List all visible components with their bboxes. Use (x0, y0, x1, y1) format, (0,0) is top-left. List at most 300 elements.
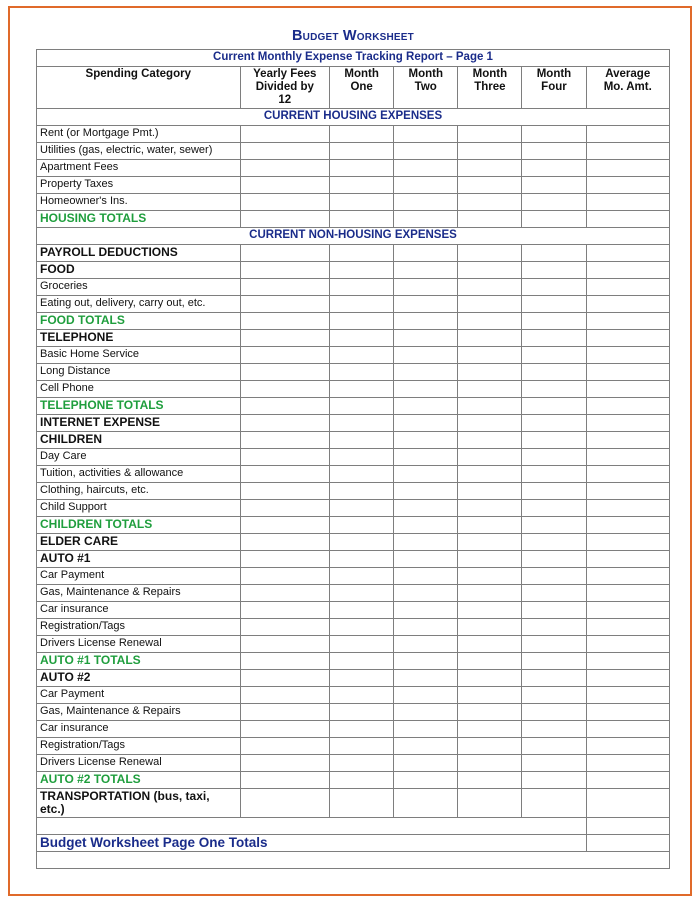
cell-yearly-fees[interactable] (240, 772, 330, 789)
cell-average[interactable] (586, 670, 669, 687)
cell-average[interactable] (586, 704, 669, 721)
cell-month-two[interactable] (394, 789, 458, 818)
cell-month-two[interactable] (394, 296, 458, 313)
cell-month-two[interactable] (394, 126, 458, 143)
cell-month-three[interactable] (458, 619, 522, 636)
cell-month-four[interactable] (522, 738, 586, 755)
cell-average[interactable] (586, 653, 669, 670)
cell-month-four[interactable] (522, 636, 586, 653)
cell-month-two[interactable] (394, 483, 458, 500)
header-row (37, 67, 670, 109)
row-category-label: PAYROLL DEDUCTIONS (37, 245, 241, 262)
row-category-label: Groceries (37, 279, 241, 296)
budget-worksheet (36, 28, 670, 869)
cell-month-three[interactable] (458, 517, 522, 534)
cell-month-two[interactable] (394, 160, 458, 177)
cell-month-four[interactable] (522, 687, 586, 704)
cell-month-one[interactable] (330, 704, 394, 721)
cell-month-one[interactable] (330, 347, 394, 364)
cell-average[interactable] (586, 466, 669, 483)
cell-average[interactable] (586, 398, 669, 415)
cell-month-four[interactable] (522, 415, 586, 432)
cell-month-one[interactable] (330, 279, 394, 296)
cell-month-two[interactable] (394, 687, 458, 704)
cell-month-two[interactable] (394, 738, 458, 755)
cell-month-two[interactable] (394, 177, 458, 194)
cell-yearly-fees[interactable] (240, 483, 330, 500)
page-title: Budget Worksheet (292, 28, 414, 44)
cell-month-three[interactable] (458, 194, 522, 211)
cell-average[interactable] (586, 177, 669, 194)
row-category-label: Drivers License Renewal (37, 636, 241, 653)
cell-yearly-fees[interactable] (240, 262, 330, 279)
cell-average[interactable] (586, 279, 669, 296)
cell-month-one[interactable] (330, 364, 394, 381)
cell-yearly-fees[interactable] (240, 670, 330, 687)
header-line-3: 12 (278, 94, 292, 106)
cell-month-three[interactable] (458, 415, 522, 432)
cell-month-three[interactable] (458, 721, 522, 738)
cell-month-one[interactable] (330, 534, 394, 551)
cell-average[interactable] (586, 313, 669, 330)
cell-month-four[interactable] (522, 211, 586, 228)
cell-average[interactable] (586, 755, 669, 772)
cell-month-two[interactable] (394, 755, 458, 772)
cell-month-four[interactable] (522, 602, 586, 619)
cell-month-two[interactable] (394, 245, 458, 262)
cell-month-one[interactable] (330, 398, 394, 415)
cell-month-one[interactable] (330, 449, 394, 466)
cell-month-two[interactable] (394, 415, 458, 432)
cell-month-four[interactable] (522, 313, 586, 330)
cell-month-two[interactable] (394, 534, 458, 551)
cell-month-two[interactable] (394, 517, 458, 534)
cell-month-one[interactable] (330, 211, 394, 228)
cell-yearly-fees[interactable] (240, 449, 330, 466)
cell-month-two[interactable] (394, 772, 458, 789)
cell-average[interactable] (586, 500, 669, 517)
cell-month-one[interactable] (330, 160, 394, 177)
cell-yearly-fees[interactable] (240, 313, 330, 330)
cell-month-two[interactable] (394, 211, 458, 228)
row-category-label: FOOD (37, 262, 241, 279)
table-row (37, 381, 670, 398)
cell-month-one[interactable] (330, 483, 394, 500)
cell-month-three[interactable] (458, 789, 522, 818)
cell-month-two[interactable] (394, 602, 458, 619)
cell-yearly-fees[interactable] (240, 500, 330, 517)
cell-month-two[interactable] (394, 551, 458, 568)
row-category-label: Car insurance (37, 721, 241, 738)
cell-month-two[interactable] (394, 262, 458, 279)
cell-average[interactable] (586, 160, 669, 177)
row-category-label: CHILDREN (37, 432, 241, 449)
cell-month-one[interactable] (330, 313, 394, 330)
cell-month-two[interactable] (394, 619, 458, 636)
report-subtitle: Current Monthly Expense Tracking Report – Page 1 (37, 50, 670, 67)
cell-yearly-fees[interactable] (240, 194, 330, 211)
table-row (37, 347, 670, 364)
cell-average[interactable] (586, 296, 669, 313)
cell-yearly-fees[interactable] (240, 568, 330, 585)
cell-month-two[interactable] (394, 704, 458, 721)
cell-month-four[interactable] (522, 398, 586, 415)
cell-month-four[interactable] (522, 160, 586, 177)
cell-month-three[interactable] (458, 330, 522, 347)
table-row (37, 177, 670, 194)
cell-month-two[interactable] (394, 143, 458, 160)
table-row (37, 466, 670, 483)
row-category-label: Car insurance (37, 602, 241, 619)
cell-month-one[interactable] (330, 721, 394, 738)
row-category-label: Drivers License Renewal (37, 755, 241, 772)
cell-month-one[interactable] (330, 415, 394, 432)
cell-average[interactable] (586, 517, 669, 534)
cell-average[interactable] (586, 449, 669, 466)
row-category-label: Registration/Tags (37, 619, 241, 636)
cell-month-two[interactable] (394, 636, 458, 653)
cell-yearly-fees[interactable] (240, 347, 330, 364)
cell-average[interactable] (586, 568, 669, 585)
cell-month-three[interactable] (458, 432, 522, 449)
table-row (37, 755, 670, 772)
cell-average[interactable] (586, 772, 669, 789)
cell-month-four[interactable] (522, 517, 586, 534)
cell-month-three[interactable] (458, 143, 522, 160)
cell-month-three[interactable] (458, 585, 522, 602)
cell-yearly-fees[interactable] (240, 619, 330, 636)
cell-month-two[interactable] (394, 449, 458, 466)
cell-month-three[interactable] (458, 755, 522, 772)
cell-yearly-fees[interactable] (240, 755, 330, 772)
cell-average[interactable] (586, 687, 669, 704)
cell-month-three[interactable] (458, 653, 522, 670)
row-category-label: Basic Home Service (37, 347, 241, 364)
cell-month-three[interactable] (458, 381, 522, 398)
cell-month-two[interactable] (394, 500, 458, 517)
column-header-yearly-fees (240, 67, 330, 109)
cell-month-three[interactable] (458, 738, 522, 755)
cell-month-four[interactable] (522, 704, 586, 721)
header-line-2: Three (474, 81, 506, 93)
cell-month-three[interactable] (458, 296, 522, 313)
cell-average[interactable] (586, 381, 669, 398)
table-row (37, 364, 670, 381)
table-row (37, 517, 670, 534)
cell-average[interactable] (586, 245, 669, 262)
cell-month-three[interactable] (458, 279, 522, 296)
cell-month-four[interactable] (522, 364, 586, 381)
cell-month-two[interactable] (394, 432, 458, 449)
cell-month-three[interactable] (458, 551, 522, 568)
cell-month-four[interactable] (522, 347, 586, 364)
footer-blank-cell[interactable] (37, 852, 670, 869)
cell-month-two[interactable] (394, 398, 458, 415)
cell-month-four[interactable] (522, 721, 586, 738)
cell-month-two[interactable] (394, 653, 458, 670)
cell-month-two[interactable] (394, 364, 458, 381)
cell-yearly-fees[interactable] (240, 738, 330, 755)
cell-yearly-fees[interactable] (240, 636, 330, 653)
cell-month-four[interactable] (522, 653, 586, 670)
cell-yearly-fees[interactable] (240, 721, 330, 738)
cell-month-three[interactable] (458, 670, 522, 687)
cell-month-four[interactable] (522, 755, 586, 772)
column-header-month-one (330, 67, 394, 109)
cell-yearly-fees[interactable] (240, 551, 330, 568)
cell-month-one[interactable] (330, 619, 394, 636)
cell-average[interactable] (586, 364, 669, 381)
cell-month-one[interactable] (330, 585, 394, 602)
cell-month-one[interactable] (330, 296, 394, 313)
row-total-label: TELEPHONE TOTALS (37, 398, 241, 415)
cell-month-four[interactable] (522, 670, 586, 687)
cell-month-three[interactable] (458, 160, 522, 177)
cell-month-one[interactable] (330, 653, 394, 670)
cell-yearly-fees[interactable] (240, 585, 330, 602)
cell-yearly-fees[interactable] (240, 704, 330, 721)
cell-month-one[interactable] (330, 738, 394, 755)
cell-month-three[interactable] (458, 483, 522, 500)
cell-month-one[interactable] (330, 551, 394, 568)
cell-month-three[interactable] (458, 313, 522, 330)
cell-yearly-fees[interactable] (240, 517, 330, 534)
cell-average[interactable] (586, 551, 669, 568)
cell-yearly-fees[interactable] (240, 415, 330, 432)
cell-yearly-fees[interactable] (240, 602, 330, 619)
cell-month-three[interactable] (458, 177, 522, 194)
cell-month-four[interactable] (522, 551, 586, 568)
cell-month-two[interactable] (394, 347, 458, 364)
cell-yearly-fees[interactable] (240, 432, 330, 449)
cell-month-three[interactable] (458, 126, 522, 143)
cell-average[interactable] (586, 194, 669, 211)
cell-yearly-fees[interactable] (240, 398, 330, 415)
row-category-label: Tuition, activities & allowance (37, 466, 241, 483)
row-category-label: Eating out, delivery, carry out, etc. (37, 296, 241, 313)
table-row (37, 653, 670, 670)
cell-month-four[interactable] (522, 500, 586, 517)
section-header-row (37, 228, 670, 245)
cell-yearly-fees[interactable] (240, 245, 330, 262)
table-row (37, 330, 670, 347)
cell-month-one[interactable] (330, 245, 394, 262)
cell-month-two[interactable] (394, 194, 458, 211)
cell-month-two[interactable] (394, 721, 458, 738)
cell-month-one[interactable] (330, 636, 394, 653)
cell-average[interactable] (586, 585, 669, 602)
table-row (37, 449, 670, 466)
cell-average[interactable] (586, 483, 669, 500)
table-row (37, 687, 670, 704)
cell-average[interactable] (586, 721, 669, 738)
blank-cell[interactable] (37, 818, 587, 835)
cell-month-four[interactable] (522, 483, 586, 500)
cell-month-three[interactable] (458, 636, 522, 653)
cell-month-four[interactable] (522, 381, 586, 398)
cell-yearly-fees[interactable] (240, 279, 330, 296)
cell-month-two[interactable] (394, 568, 458, 585)
row-category-label: Gas, Maintenance & Repairs (37, 585, 241, 602)
cell-yearly-fees[interactable] (240, 296, 330, 313)
cell-average[interactable] (586, 262, 669, 279)
cell-month-one[interactable] (330, 772, 394, 789)
cell-month-four[interactable] (522, 466, 586, 483)
cell-month-three[interactable] (458, 398, 522, 415)
cell-yearly-fees[interactable] (240, 534, 330, 551)
cell-month-three[interactable] (458, 262, 522, 279)
cell-average[interactable] (586, 602, 669, 619)
table-row (37, 721, 670, 738)
cell-month-four[interactable] (522, 568, 586, 585)
cell-month-two[interactable] (394, 381, 458, 398)
cell-month-one[interactable] (330, 143, 394, 160)
cell-month-one[interactable] (330, 789, 394, 818)
cell-month-three[interactable] (458, 347, 522, 364)
table-row (37, 619, 670, 636)
cell-average[interactable] (586, 143, 669, 160)
cell-month-four[interactable] (522, 789, 586, 818)
cell-month-three[interactable] (458, 704, 522, 721)
cell-month-three[interactable] (458, 245, 522, 262)
grand-total-row (37, 835, 670, 852)
cell-month-one[interactable] (330, 466, 394, 483)
cell-month-one[interactable] (330, 194, 394, 211)
cell-month-four[interactable] (522, 126, 586, 143)
cell-month-four[interactable] (522, 194, 586, 211)
cell-yearly-fees[interactable] (240, 466, 330, 483)
cell-month-two[interactable] (394, 330, 458, 347)
cell-month-four[interactable] (522, 143, 586, 160)
cell-yearly-fees[interactable] (240, 364, 330, 381)
cell-month-three[interactable] (458, 534, 522, 551)
table-row (37, 772, 670, 789)
cell-month-one[interactable] (330, 381, 394, 398)
cell-month-four[interactable] (522, 296, 586, 313)
cell-month-two[interactable] (394, 279, 458, 296)
header-line-1: Month (344, 68, 379, 80)
cell-month-three[interactable] (458, 568, 522, 585)
cell-month-one[interactable] (330, 330, 394, 347)
cell-month-one[interactable] (330, 432, 394, 449)
table-row (37, 534, 670, 551)
column-header-month-four (522, 67, 586, 109)
cell-average[interactable] (586, 415, 669, 432)
cell-average[interactable] (586, 126, 669, 143)
cell-month-three[interactable] (458, 500, 522, 517)
cell-month-one[interactable] (330, 670, 394, 687)
cell-yearly-fees[interactable] (240, 126, 330, 143)
cell-month-four[interactable] (522, 177, 586, 194)
cell-month-four[interactable] (522, 585, 586, 602)
table-row (37, 551, 670, 568)
cell-average[interactable] (586, 789, 669, 818)
cell-month-one[interactable] (330, 262, 394, 279)
table-row (37, 704, 670, 721)
cell-month-four[interactable] (522, 449, 586, 466)
cell-average[interactable] (586, 330, 669, 347)
subtitle-row (37, 50, 670, 67)
cell-month-four[interactable] (522, 534, 586, 551)
totals-body (37, 818, 670, 869)
cell-month-four[interactable] (522, 279, 586, 296)
row-total-label: CHILDREN TOTALS (37, 517, 241, 534)
expense-rows (37, 109, 670, 818)
cell-average[interactable] (586, 347, 669, 364)
row-category-label: Utilities (gas, electric, water, sewer) (37, 143, 241, 160)
cell-yearly-fees[interactable] (240, 330, 330, 347)
table-row (37, 483, 670, 500)
cell-yearly-fees[interactable] (240, 381, 330, 398)
cell-month-three[interactable] (458, 211, 522, 228)
cell-month-four[interactable] (522, 330, 586, 347)
cell-average[interactable] (586, 211, 669, 228)
cell-month-three[interactable] (458, 364, 522, 381)
cell-month-four[interactable] (522, 619, 586, 636)
cell-month-two[interactable] (394, 466, 458, 483)
cell-month-one[interactable] (330, 755, 394, 772)
table-row (37, 143, 670, 160)
cell-yearly-fees[interactable] (240, 687, 330, 704)
cell-average[interactable] (586, 534, 669, 551)
row-category-label: Long Distance (37, 364, 241, 381)
table-row (37, 262, 670, 279)
cell-month-one[interactable] (330, 568, 394, 585)
table-row (37, 500, 670, 517)
cell-yearly-fees[interactable] (240, 789, 330, 818)
cell-month-one[interactable] (330, 602, 394, 619)
cell-month-one[interactable] (330, 500, 394, 517)
cell-yearly-fees[interactable] (240, 143, 330, 160)
cell-month-three[interactable] (458, 602, 522, 619)
blank-cell-average[interactable] (586, 818, 670, 835)
section-header-label: CURRENT HOUSING EXPENSES (37, 109, 670, 126)
cell-yearly-fees[interactable] (240, 211, 330, 228)
cell-average[interactable] (586, 636, 669, 653)
cell-average[interactable] (586, 619, 669, 636)
cell-month-four[interactable] (522, 432, 586, 449)
cell-month-two[interactable] (394, 670, 458, 687)
budget-table (36, 49, 670, 109)
header-line-2: One (350, 81, 373, 93)
cell-month-one[interactable] (330, 126, 394, 143)
cell-month-three[interactable] (458, 449, 522, 466)
cell-yearly-fees[interactable] (240, 653, 330, 670)
cell-month-four[interactable] (522, 772, 586, 789)
row-category-label: Car Payment (37, 568, 241, 585)
cell-yearly-fees[interactable] (240, 177, 330, 194)
cell-month-one[interactable] (330, 177, 394, 194)
cell-month-three[interactable] (458, 466, 522, 483)
cell-average[interactable] (586, 432, 669, 449)
page-border (8, 6, 692, 896)
table-row (37, 160, 670, 177)
cell-month-one[interactable] (330, 517, 394, 534)
grand-total-value[interactable] (586, 835, 670, 852)
row-category-label: Rent (or Mortgage Pmt.) (37, 126, 241, 143)
cell-month-two[interactable] (394, 585, 458, 602)
table-row (37, 126, 670, 143)
cell-month-one[interactable] (330, 687, 394, 704)
cell-month-four[interactable] (522, 262, 586, 279)
cell-month-four[interactable] (522, 245, 586, 262)
table-row (37, 245, 670, 262)
cell-month-three[interactable] (458, 772, 522, 789)
cell-month-two[interactable] (394, 313, 458, 330)
cell-average[interactable] (586, 738, 669, 755)
cell-yearly-fees[interactable] (240, 160, 330, 177)
cell-month-three[interactable] (458, 687, 522, 704)
